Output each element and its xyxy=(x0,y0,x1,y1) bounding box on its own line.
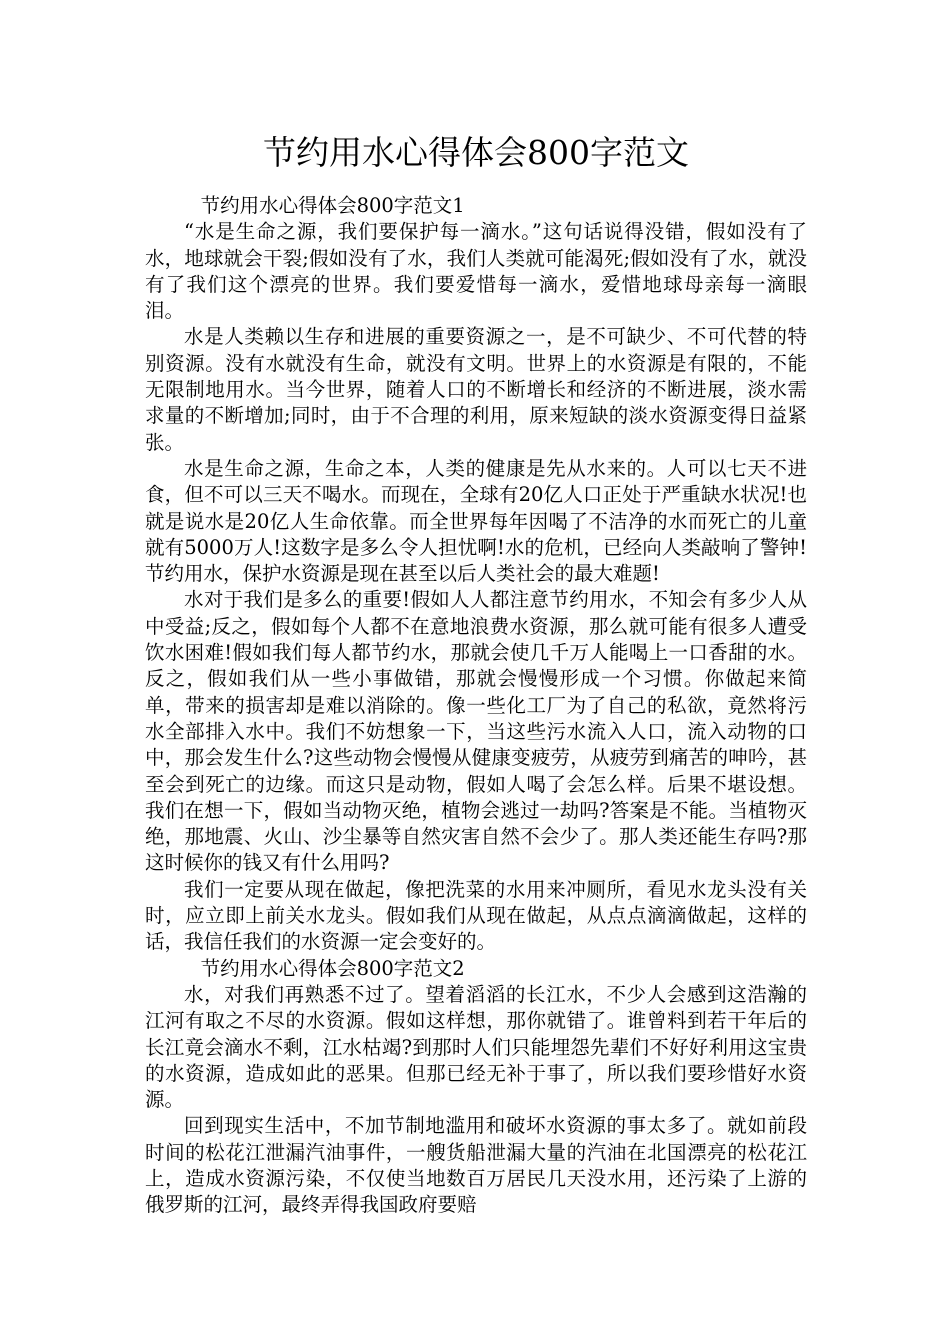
document-page xyxy=(145,0,807,1219)
paragraph: 我们一定要从现在做起，像把洗菜的水用来冲厕所，看见水龙头没有关时，应立即上前关水龙头。假如我们从现在做起，从点点滴滴做起，这样的话，我信任我们的水资源一定会变好的。 xyxy=(145,877,807,954)
section-heading-2: 节约用水心得体会800字范文2 xyxy=(200,956,465,980)
document-title: 节约用水心得体会800字范文 xyxy=(263,133,689,172)
paragraph: 水对于我们是多么的重要!假如人人都注意节约用水，不知会有多少人从中受益;反之，假如每个人都不在意地浪费水资源，那么就可能有很多人遭受饮水困难!假如我们每人都节约水，那就会使几千万人能喝上一口香甜的水。反之，假如我们从一些小事做错，那就会慢慢形成一个习惯。你做起来简单，带来的损害却是难以消除的。像一些化工厂为了自己的私欲，竟然将污水全部排入水中。我们不妨想象一下，当这些污水流入人口，流入动物的口中，那会发生什么?这些动物会慢慢从健康变疲劳，从疲劳到痛苦的呻吟，甚至会到死亡的边缘。而这只是动物，假如人喝了会怎么样。后果不堪设想。我们在想一下，假如当动物灭绝，植物会逃过一劫吗?答案是不能。当植物灭绝，那地震、火山、沙尘暴等自然灾害自然不会少了。那人类还能生存吗?那这时候你的钱又有什么用吗? xyxy=(145,588,807,875)
paragraph: 水是生命之源，生命之本，人类的健康是先从水来的。人可以七天不进食，但不可以三天不喝水。而现在，全球有20亿人口正处于严重缺水状况!也就是说水是20亿人生命依靠。而全世界每年因喝了不洁净的水而死亡的儿童就有5000万人!这数字是多么令人担忧啊!水的危机，已经向人类敲响了警钟!节约用水，保护水资源是现在甚至以后人类社会的最大难题! xyxy=(145,456,807,586)
paragraph: 水，对我们再熟悉不过了。望着滔滔的长江水，不少人会感到这浩瀚的江河有取之不尽的水资源。假如这样想，那你就错了。谁曾料到若干年后的长江竟会滴水不剩，江水枯竭?到那时人们只能埋怨先辈们不好好利用这宝贵的水资源，造成如此的恶果。但那已经无补于事了，所以我们要珍惜好水资源。 xyxy=(145,982,807,1112)
document-body xyxy=(145,193,807,1219)
paragraph: 水是人类赖以生存和进展的重要资源之一，是不可缺少、不可代替的特别资源。没有水就没有生命，就没有文明。世界上的水资源是有限的，不能无限制地用水。当今世界，随着人口的不断增长和经济的不断进展，淡水需求量的不断增加;同时，由于不合理的利用，原来短缺的淡水资源变得日益紧张。 xyxy=(145,325,807,454)
paragraph: “水是生命之源，我们要保护每一滴水。”这句话说得没错，假如没有了水，地球就会干裂;假如没有了水，我们人类就可能渴死;假如没有了水，就没有了我们这个漂亮的世界。我们要爱惜每一滴水，爱惜地球母亲每一滴眼泪。 xyxy=(145,220,807,323)
paragraph: 回到现实生活中，不加节制地滥用和破坏水资源的事太多了。就如前段时间的松花江泄漏汽油事件，一艘货船泄漏大量的汽油在北国漂亮的松花江上，造成水资源污染，不仅使当地数百万居民几天没水用，还污染了上游的俄罗斯的江河，最终弄得我国政府要赔 xyxy=(145,1114,807,1217)
section-heading-1: 节约用水心得体会800字范文1 xyxy=(200,194,465,217)
